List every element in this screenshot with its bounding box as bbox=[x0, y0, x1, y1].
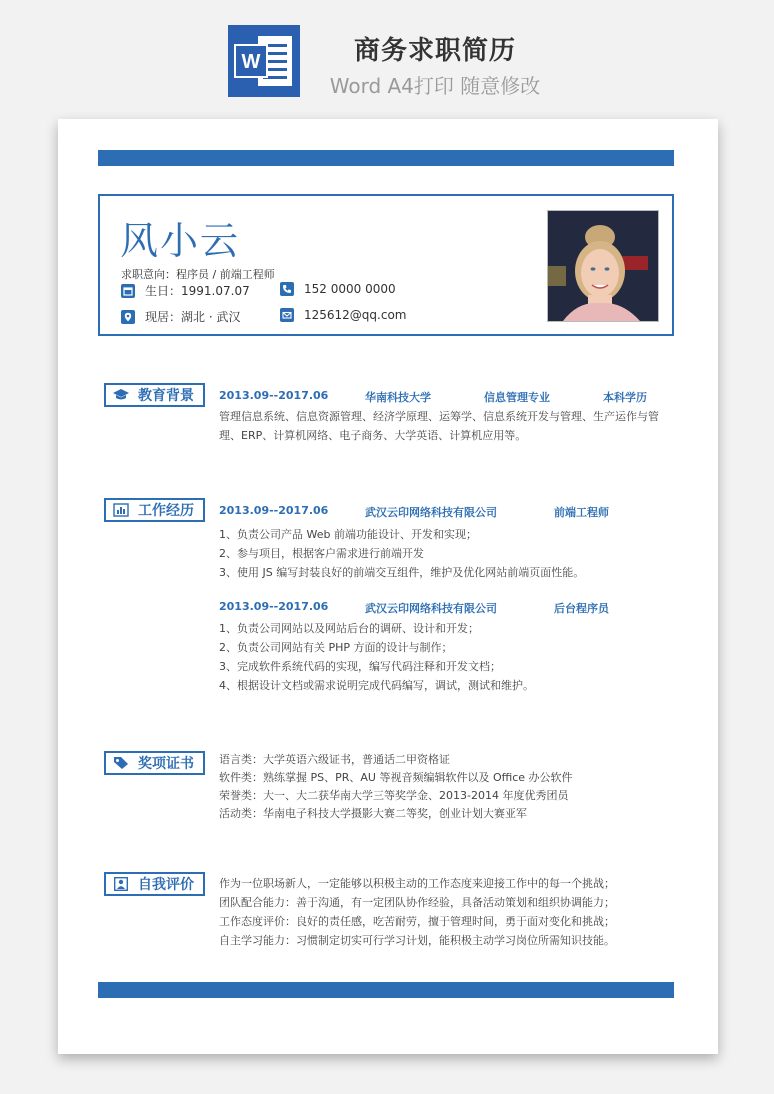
tag-icon bbox=[112, 756, 130, 770]
section-education-label: 教育背景 bbox=[138, 388, 194, 404]
edu-courses-line-1: 管理信息系统、信息资源管理、经济学原理、运筹学、信息系统开发与管理、生产运作与管 bbox=[219, 410, 659, 423]
phone-text: 152 0000 0000 bbox=[304, 282, 396, 296]
bar-chart-icon bbox=[112, 503, 130, 517]
edu-major: 信息管理专业 bbox=[484, 391, 550, 404]
job-1-company: 武汉云印网络科技有限公司 bbox=[365, 506, 497, 519]
job-intent: 求职意向：程序员 / 前端工程师 bbox=[121, 268, 275, 281]
job-2-date: 2013.09--2017.06 bbox=[219, 600, 329, 613]
residence-info bbox=[121, 308, 240, 325]
job-1-title: 前端工程师 bbox=[554, 506, 609, 519]
job-2-company: 武汉云印网络科技有限公司 bbox=[365, 602, 497, 615]
envelope-icon bbox=[280, 308, 294, 322]
job-2-item: 3、完成软件系统代码的实现，编写代码注释和开发文档； bbox=[219, 660, 501, 673]
graduation-cap-icon bbox=[112, 388, 130, 402]
section-awards-label: 奖项证书 bbox=[138, 756, 194, 772]
phone-info bbox=[280, 282, 396, 296]
job-2-title: 后台程序员 bbox=[554, 602, 609, 615]
birthday-info bbox=[121, 282, 250, 299]
job-1-item: 2、参与项目，根据客户需求进行前端开发 bbox=[219, 547, 424, 560]
job-1-date: 2013.09--2017.06 bbox=[219, 504, 329, 517]
email-info bbox=[280, 308, 407, 322]
edu-date: 2013.09--2017.06 bbox=[219, 389, 329, 402]
edu-courses-line-2: 理、ERP、计算机网络、电子商务、大学英语、计算机应用等。 bbox=[219, 429, 527, 442]
calendar-icon bbox=[121, 284, 135, 298]
profile-photo bbox=[547, 210, 659, 322]
edu-school: 华南科技大学 bbox=[365, 391, 431, 404]
award-item: 软件类：熟练掌握 PS、PR、AU 等视音频编辑软件以及 Office 办公软件 bbox=[219, 771, 573, 784]
job-2-item: 4、根据设计文档或需求说明完成代码编写，调试，测试和维护。 bbox=[219, 679, 534, 692]
section-education bbox=[104, 383, 205, 407]
job-2-item: 1、负责公司网站以及网站后台的调研、设计和开发； bbox=[219, 622, 479, 635]
location-pin-icon bbox=[121, 310, 135, 324]
edu-degree: 本科学历 bbox=[603, 391, 647, 404]
profile-card bbox=[98, 194, 674, 336]
self-eval-item: 作为一位职场新人，一定能够以积极主动的工作态度来迎接工作中的每一个挑战； bbox=[219, 877, 615, 890]
job-1-item: 1、负责公司产品 Web 前端功能设计、开发和实现； bbox=[219, 528, 477, 541]
page-subtitle: Word A4打印 随意修改 bbox=[329, 74, 541, 98]
self-eval-item: 工作态度评价：良好的责任感，吃苦耐劳，擅于管理时间，勇于面对变化和挑战； bbox=[219, 915, 615, 928]
award-item: 活动类：华南电子科技大学摄影大赛二等奖，创业计划大赛亚军 bbox=[219, 807, 527, 820]
resume-paper bbox=[58, 119, 718, 1054]
self-eval-item: 团队配合能力：善于沟通，有一定团队协作经验，具备活动策划和组织协调能力； bbox=[219, 896, 615, 909]
job-2-item: 2、负责公司网站有关 PHP 方面的设计与制作； bbox=[219, 641, 453, 654]
award-item: 荣誉类：大一、大二获华南大学三等奖学金、2013-2014 年度优秀团员 bbox=[219, 789, 569, 802]
residence-text: 现居：湖北 · 武汉 bbox=[145, 310, 241, 324]
self-eval-item: 自主学习能力：习惯制定切实可行学习计划，能积极主动学习岗位所需知识技能。 bbox=[219, 934, 615, 947]
section-self-eval bbox=[104, 872, 205, 896]
section-work-label: 工作经历 bbox=[138, 503, 194, 519]
person-icon bbox=[112, 877, 130, 891]
svg-text:W: W bbox=[241, 51, 261, 73]
page-title: 商务求职简历 bbox=[353, 36, 516, 66]
candidate-name: 风小云 bbox=[120, 219, 241, 263]
section-awards bbox=[104, 751, 205, 775]
award-item: 语言类：大学英语六级证书，普通话二甲资格证 bbox=[219, 753, 450, 766]
phone-icon bbox=[280, 282, 294, 296]
word-doc-icon bbox=[228, 25, 300, 97]
top-accent-bar bbox=[98, 150, 674, 166]
section-self-eval-label: 自我评价 bbox=[138, 877, 194, 893]
section-work bbox=[104, 498, 205, 522]
bottom-accent-bar bbox=[98, 982, 674, 998]
job-1-item: 3、使用 JS 编写封装良好的前端交互组件，维护及优化网站前端页面性能。 bbox=[219, 566, 585, 579]
birthday-text: 生日：1991.07.07 bbox=[145, 284, 250, 298]
email-text: 125612@qq.com bbox=[304, 308, 407, 322]
